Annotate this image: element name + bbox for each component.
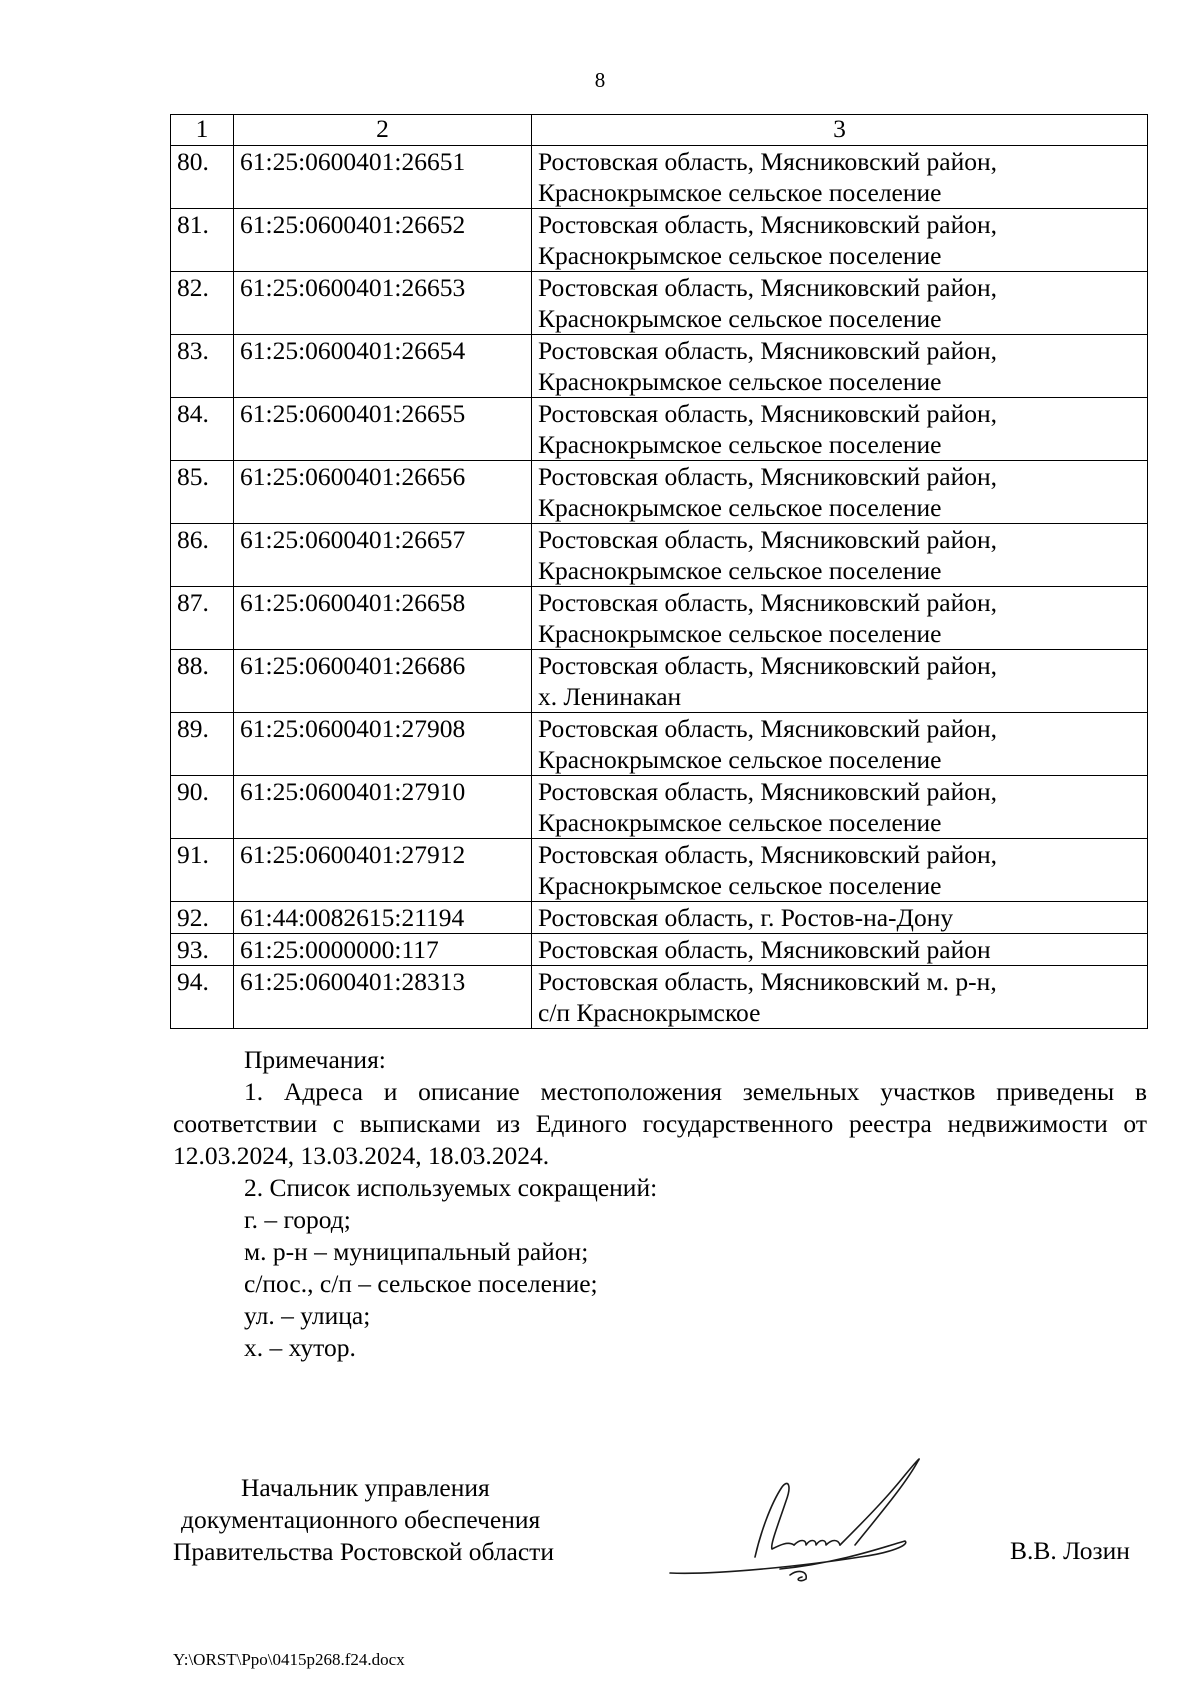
table-row [171, 209, 1148, 272]
row-number: 87. [171, 587, 234, 650]
address: Ростовская область, Мясниковский район, Краснокрымское сельское поселение [532, 272, 1148, 335]
table-row [171, 272, 1148, 335]
table-row [171, 902, 1148, 934]
row-number: 92. [171, 902, 234, 934]
abbreviation-4: ул. – улица; [244, 1301, 371, 1330]
row-number: 90. [171, 776, 234, 839]
column-header-1: 1 [171, 115, 234, 146]
address: Ростовская область, Мясниковский район, Краснокрымское сельское поселение [532, 146, 1148, 209]
cadastral-number: 61:25:0600401:26651 [234, 146, 532, 209]
address: Ростовская область, Мясниковский район, Краснокрымское сельское поселение [532, 587, 1148, 650]
position-line-1: Начальник управления [241, 1473, 490, 1502]
table-body [171, 146, 1148, 1029]
address: Ростовская область, Мясниковский район, Краснокрымское сельское поселение [532, 524, 1148, 587]
table-row [171, 398, 1148, 461]
notes-heading: Примечания: [244, 1045, 386, 1074]
cadastral-number: 61:44:0082615:21194 [234, 902, 532, 934]
address: Ростовская область, Мясниковский район, Краснокрымское сельское поселение [532, 335, 1148, 398]
table-row [171, 713, 1148, 776]
row-number: 94. [171, 966, 234, 1029]
cadastral-number: 61:25:0600401:27910 [234, 776, 532, 839]
row-number: 81. [171, 209, 234, 272]
cadastral-number: 61:25:0600401:26686 [234, 650, 532, 713]
page-number: 8 [594, 68, 606, 92]
row-number: 80. [171, 146, 234, 209]
abbreviation-2: м. р-н – муниципальный район; [244, 1237, 589, 1266]
row-number: 85. [171, 461, 234, 524]
cadastral-number: 61:25:0600401:26656 [234, 461, 532, 524]
table-row [171, 650, 1148, 713]
cadastral-number: 61:25:0600401:26658 [234, 587, 532, 650]
address: Ростовская область, Мясниковский район, Краснокрымское сельское поселение [532, 776, 1148, 839]
cadastral-number: 61:25:0600401:28313 [234, 966, 532, 1029]
cadastral-number: 61:25:0600401:26653 [234, 272, 532, 335]
cadastral-number: 61:25:0600401:26657 [234, 524, 532, 587]
address: Ростовская область, г. Ростов-на-Дону [532, 902, 1148, 934]
address: Ростовская область, Мясниковский район [532, 934, 1148, 966]
table-row [171, 524, 1148, 587]
row-number: 91. [171, 839, 234, 902]
cadastral-number: 61:25:0600401:27908 [234, 713, 532, 776]
land-plots-table [170, 114, 1148, 1029]
table-row [171, 966, 1148, 1029]
row-number: 83. [171, 335, 234, 398]
abbreviation-1: г. – город; [244, 1205, 351, 1234]
table-header-row [171, 115, 1148, 146]
note-item-1: 1. Адреса и описание местоположения земельных участков приведены в соответствии с выписками из Единого государственного реестра недвижимости от 12.03.2024, 13.03.2024, 18.03.2024. [173, 1077, 1147, 1170]
cadastral-number: 61:25:0000000:117 [234, 934, 532, 966]
row-number: 88. [171, 650, 234, 713]
position-line-3: Правительства Ростовской области [173, 1537, 554, 1566]
row-number: 86. [171, 524, 234, 587]
abbreviation-3: с/пос., с/п – сельское поселение; [244, 1269, 598, 1298]
signatory-name: В.В. Лозин [1010, 1536, 1130, 1565]
position-line-2: документационного обеспечения [181, 1505, 541, 1534]
cadastral-number: 61:25:0600401:26654 [234, 335, 532, 398]
table-row [171, 776, 1148, 839]
row-number: 93. [171, 934, 234, 966]
address: Ростовская область, Мясниковский район, Краснокрымское сельское поселение [532, 209, 1148, 272]
row-number: 84. [171, 398, 234, 461]
table-row [171, 839, 1148, 902]
abbreviation-5: х. – хутор. [244, 1333, 356, 1362]
row-number: 82. [171, 272, 234, 335]
handwritten-signature [660, 1445, 980, 1595]
table-row [171, 934, 1148, 966]
notes-section [173, 1044, 1147, 1364]
address: Ростовская область, Мясниковский м. р-н, с/п Краснокрымское [532, 966, 1148, 1029]
address: Ростовская область, Мясниковский район, Краснокрымское сельское поселение [532, 398, 1148, 461]
address: Ростовская область, Мясниковский район, Краснокрымское сельское поселение [532, 713, 1148, 776]
address: Ростовская область, Мясниковский район, х. Ленинакан [532, 650, 1148, 713]
cadastral-number: 61:25:0600401:26655 [234, 398, 532, 461]
table-row [171, 335, 1148, 398]
column-header-3: 3 [532, 115, 1148, 146]
signatory-position [173, 1472, 554, 1568]
note-item-2: 2. Список используемых сокращений: [244, 1173, 658, 1202]
table-row [171, 461, 1148, 524]
address: Ростовская область, Мясниковский район, Краснокрымское сельское поселение [532, 461, 1148, 524]
address: Ростовская область, Мясниковский район, Краснокрымское сельское поселение [532, 839, 1148, 902]
row-number: 89. [171, 713, 234, 776]
file-path: Y:\ORST\Ppo\0415p268.f24.docx [173, 1650, 405, 1669]
cadastral-number: 61:25:0600401:27912 [234, 839, 532, 902]
column-header-2: 2 [234, 115, 532, 146]
table-row [171, 146, 1148, 209]
table-row [171, 587, 1148, 650]
cadastral-number: 61:25:0600401:26652 [234, 209, 532, 272]
